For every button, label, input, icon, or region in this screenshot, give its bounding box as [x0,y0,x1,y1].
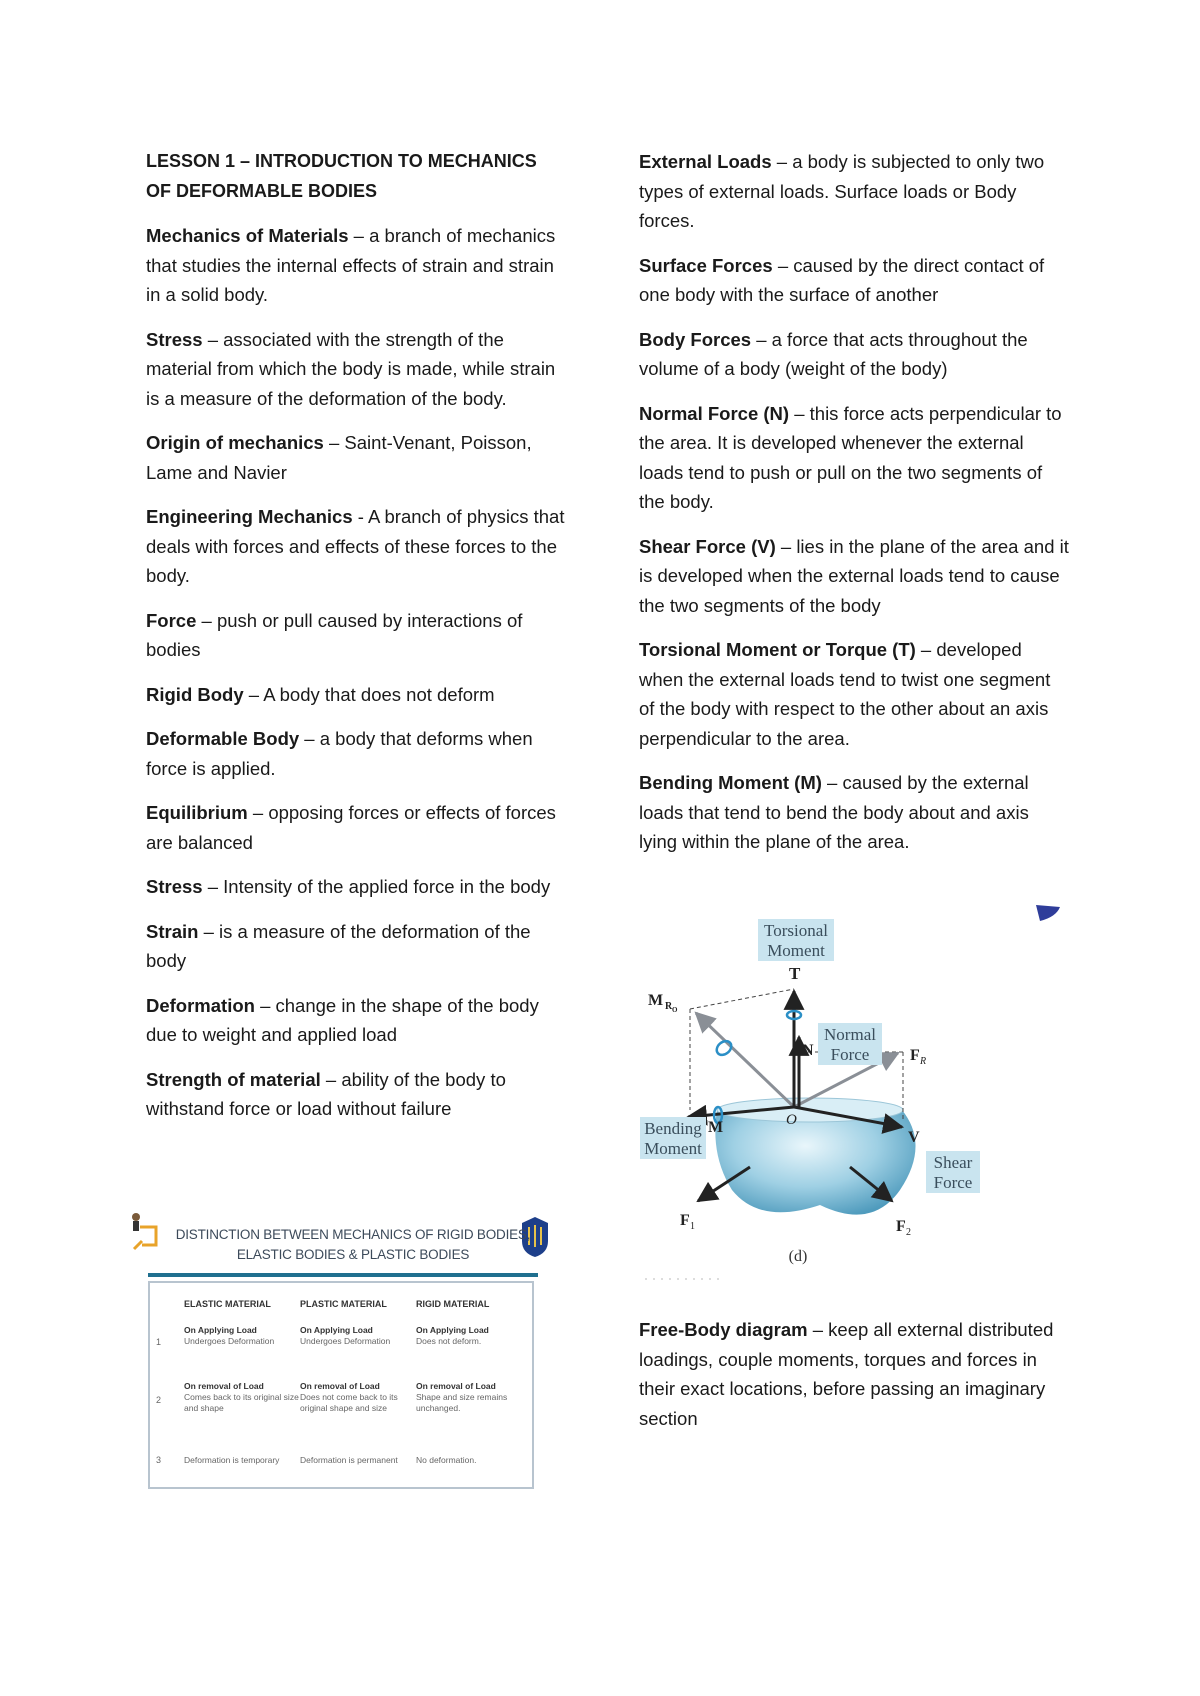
definition-text: – caused by the direct contact of one body with the surface of another [639,254,1045,305]
label-FR: F [910,1047,920,1064]
table-cell-text: Undergoes Deformation [300,1336,391,1346]
definition-term: Normal Force (N) [639,402,790,424]
definition-text: – is a measure of the deformation of the body [146,920,531,971]
table-cell [184,1381,302,1414]
label-F1: F [680,1212,690,1229]
label-F2-sub: 2 [906,1227,911,1238]
definition-term: Deformable Body [146,728,300,749]
label-MRo-subsub: O [672,1006,678,1014]
label-F2: F [896,1218,906,1235]
label-FR-sub: R [920,1056,927,1067]
definition-text: – ability of the body to withstand force or load without failure [146,1068,506,1119]
table-row-number: 2 [156,1395,162,1405]
definition-term: Strength of material [146,1068,321,1090]
definition-text: – Intensity of the applied force in the body [202,876,551,897]
right-definitions [639,147,1069,857]
figure-header [128,1205,554,1273]
left-definitions [146,221,566,1124]
label-T: T [789,964,801,983]
lesson-title: LESSON 1 – INTRODUCTION TO MECHANICS OF DEFORMABLE BODIES [146,151,537,201]
label-N: N [802,1042,814,1059]
table-cell [300,1455,418,1466]
left-definition [146,221,566,310]
bending-label-1: Bending [644,1119,702,1138]
definition-term: Torsional Moment or Torque (T) [639,639,916,660]
presenter-icon [128,1205,168,1265]
table-header-rigid: RIGID MATERIAL [416,1299,490,1309]
left-definition [146,428,566,487]
table-cell [416,1381,534,1414]
table-cell [184,1325,302,1347]
definition-term: Force [146,609,197,631]
moment-curl-icon [714,1038,734,1057]
definition-text: – lies in the plane of the area and it is developed when the external loads tend to cause the two segments of the body [639,535,1069,616]
table-cell-head: On removal of Load [184,1381,264,1391]
normal-label-1: Normal [824,1025,876,1044]
definition-free-body [639,1315,1069,1433]
label-M: M [708,1119,724,1136]
figure-title-line-2: ELASTIC BODIES & PLASTIC BODIES [236,1247,470,1262]
definition-text: – this force acts perpendicular to the area. It is developed whenever the external loads tend to push or pull on the two segments of the body. [639,402,1062,512]
table-cell-head: On Applying Load [184,1325,257,1335]
torsional-label-2: Moment [767,941,825,960]
label-V: V [908,1129,920,1146]
table-cell [416,1455,534,1466]
table-cell-head: On Applying Load [300,1325,373,1335]
label-MRo-sub: R [665,1001,673,1012]
definition-term: Deformation [146,994,255,1016]
definition-term: Surface Forces [639,254,773,276]
definition-term: Mechanics of Materials [146,225,349,246]
definition-text: – developed when the external loads tend to twist one segment of the body with respect to the other about an axis perpendicular to the area. [639,639,1051,749]
right-definition [639,532,1069,621]
left-definition [146,991,566,1050]
table-cell-text: Shape and size remains unchanged. [416,1392,508,1413]
label-MRo: M [648,992,664,1009]
torsional-label-1: Torsional [764,921,828,940]
term-free-body: Free-Body diagram [639,1319,808,1340]
left-definition [146,325,566,414]
label-F1-sub: 1 [690,1221,695,1232]
distinction-table [148,1281,534,1489]
definition-text: – push or pull caused by interactions of bodies [146,609,523,660]
definition-text: – caused by the external loads that tend to bend the body about and axis lying within the plane of the area. [639,772,1029,852]
shear-label-1: Shear [933,1153,973,1172]
table-cell-head: On Applying Load [416,1325,489,1335]
right-definition [639,635,1069,753]
left-definition [146,606,566,665]
free-body-block [639,1315,1069,1448]
definition-term: Bending Moment (M) [639,772,822,793]
definition-term: Stress [146,876,203,897]
definition-term: Engineering Mechanics [146,506,353,527]
table-cell [300,1381,418,1414]
table-cell-text: Deformation is temporary [184,1455,280,1465]
definition-text: – change in the shape of the body due to weight and applied load [146,994,539,1045]
table-row-number: 3 [156,1455,162,1465]
table-cell [416,1325,534,1347]
right-definition [639,251,1069,310]
definition-term: Strain [146,920,199,942]
definition-term: Rigid Body [146,683,244,705]
left-definition [146,798,566,857]
label-O: O [786,1112,797,1128]
table-cell-text: No deformation. [416,1455,477,1465]
definition-term: Body Forces [639,328,752,350]
table-cell-text: Does not deform. [416,1336,482,1346]
definition-text: – opposing forces or effects of forces are balanced [146,802,556,853]
internal-loadings-diagram [640,905,1070,1280]
table-cell-text: Undergoes Deformation [184,1336,275,1346]
right-definition [639,399,1069,517]
shear-label-2: Force [933,1173,973,1192]
definition-term: Origin of mechanics [146,432,324,453]
table-header-plastic: PLASTIC MATERIAL [300,1299,387,1309]
left-definition [146,872,566,902]
left-column [146,147,566,1139]
definition-text: – Saint-Venant, Poisson, Lame and Navier [146,432,532,483]
table-cell [184,1455,302,1466]
definition-term: External Loads [639,151,772,172]
table-cell-head: On removal of Load [300,1381,380,1391]
table-cell [300,1325,418,1347]
table-row-number: 1 [156,1337,162,1347]
definition-text: – a branch of mechanics that studies the internal effects of strain and strain in a solid body. [146,225,556,305]
definition-term: Stress [146,328,203,350]
figure-divider [148,1273,538,1277]
definition-term: Equilibrium [146,802,248,823]
figure-caption: (d) [788,1248,808,1265]
table-cell-text: Deformation is permanent [300,1455,398,1465]
bending-label-2: Moment [644,1139,702,1158]
table-cell-head: On removal of Load [416,1381,496,1391]
definition-text: – a body that deforms when force is applied. [146,728,533,779]
left-definition [146,724,566,783]
resultant-moment-arrow [696,1013,794,1107]
definition-text: - A branch of physics that deals with forces and effects of these forces to the body. [146,506,565,586]
def-free-body: – keep all external distributed loadings, couple moments, torques and forces in their exact locations, before passing an imaginary section [639,1319,1054,1429]
normal-label-2: Force [830,1045,870,1064]
definition-text: – associated with the strength of the material from which the body is made, while strain is a measure of the deformation of the body. [146,328,556,409]
table-cell-text: Comes back to its original size and shape [184,1392,299,1413]
definition-text: – A body that does not deform [243,683,495,705]
right-definition [639,768,1069,857]
distinction-table-figure [128,1205,554,1495]
definition-text: – a body is subjected to only two types of external loads. Surface loads or Body forces. [639,151,1045,231]
left-definition [146,680,566,710]
table-cell-text: Does not come back to its original shape and size [300,1392,398,1413]
right-definition [639,147,1069,236]
left-definition [146,502,566,591]
definition-term: Shear Force (V) [639,535,776,557]
left-definition [146,917,566,976]
corner-mark [1036,905,1060,921]
left-definition [146,1065,566,1124]
table-header-elastic: ELASTIC MATERIAL [184,1299,271,1309]
right-column [639,147,1069,872]
right-definition [639,325,1069,384]
figure-title-line-1: DISTINCTION BETWEEN MECHANICS OF RIGID BODIES, [175,1227,531,1242]
definition-text: – a force that acts throughout the volume of a body (weight of the body) [639,328,1028,379]
